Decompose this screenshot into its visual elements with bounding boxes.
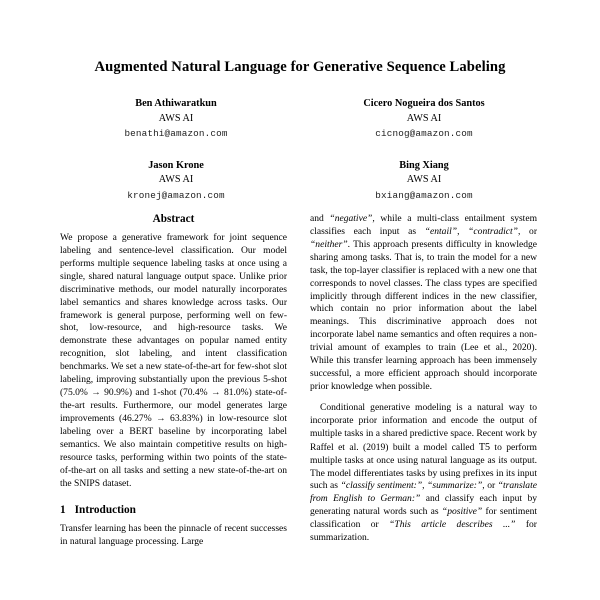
author-block	[300, 159, 548, 202]
right-column-paragraph-1	[310, 213, 537, 394]
introduction-paragraph: Transfer learning has been the pinnacle of recent successes in natural language processing. Large	[60, 523, 287, 548]
text-run: and	[310, 213, 330, 224]
section-heading-introduction	[60, 504, 287, 516]
author-row	[52, 159, 548, 202]
author-affiliation: AWS AI	[158, 174, 194, 186]
section-title: Introduction	[74, 504, 136, 517]
author-list	[0, 97, 600, 202]
author-block	[52, 159, 300, 202]
author-email[interactable]: benathi@amazon.com	[124, 128, 228, 140]
author-block	[52, 97, 300, 140]
quoted-term: “negative”	[329, 213, 373, 224]
author-email[interactable]: bxiang@amazon.com	[375, 189, 473, 201]
quoted-term: “classify sentiment:”	[340, 480, 423, 492]
abstract-heading: Abstract	[152, 213, 195, 225]
author-name: Ben Athiwaratkun	[135, 98, 217, 110]
text-run: and classify each input by generating natural words such as	[310, 493, 537, 518]
page-title: Augmented Natural Language for Generative Sequence Labeling	[94, 59, 506, 75]
right-column	[310, 213, 537, 549]
text-run: Conditional generative modeling is a natural way to incorporate prior information and encode the output of multiple tasks in a shared predictive space. Recent work by Raffel et al. (2019) built a model called	[310, 401, 537, 453]
text-run: for summarization.	[310, 519, 537, 544]
text-run: , or	[482, 480, 498, 492]
text-run: , while a multi-class entailment system classifies each input as	[310, 213, 537, 237]
author-email[interactable]: kronej@amazon.com	[127, 189, 225, 201]
section-number: 1	[60, 504, 66, 517]
text-run: , or	[518, 225, 537, 237]
text-run: ,	[422, 480, 428, 492]
abstract-text: We propose a generative framework for joint sequence labeling and sentence-level classification. Our model performs multiple sequence labeling tasks at once using a single, shared natural language output space. Unlike prior discriminative methods, our model naturally incorporates label semantics and shares knowledge across tasks. Our framework is general purpose, performing well on few-shot, low-resource, and high-resource tasks. We demonstrate these advantages on popular named entity recognition, slot labeling, and intent classification benchmarks. We set a new state-of-the-art for few-shot slot labeling, improving substantially upon the previous 5-shot (75.0% → 90.9%) and 1-shot (70.4% → 81.0%) state-of-the-art results. Furthermore, our model generates large improvements (46.27% → 63.83%) in low-resource slot labeling over a BERT baseline by incorporating label semantics. We also maintain competitive results on high-resource tasks, performing within two points of the state-of-the-art on all tasks and setting a new state-of-the-art on the SNIPS dataset.	[60, 232, 287, 489]
right-column-paragraph-2	[310, 402, 537, 545]
quoted-term: “contradict”	[468, 225, 518, 237]
quoted-term: “This article describes ...”	[389, 519, 516, 531]
quoted-term: “summarize:”	[427, 480, 483, 492]
model-name: T5	[478, 441, 491, 453]
quoted-term: “positive”	[441, 506, 483, 518]
quoted-term: “entail”	[424, 225, 458, 237]
author-name: Cicero Nogueira dos Santos	[363, 98, 485, 110]
quoted-term: “neither”	[310, 238, 348, 250]
author-affiliation: AWS AI	[158, 112, 194, 124]
author-name: Bing Xiang	[399, 159, 449, 171]
author-affiliation: AWS AI	[406, 112, 442, 124]
author-row	[52, 97, 548, 140]
author-block	[300, 97, 548, 140]
author-affiliation: AWS AI	[406, 174, 442, 186]
left-column	[60, 213, 287, 549]
two-column-body	[0, 213, 600, 549]
text-run: for sentiment classification or	[310, 506, 537, 531]
quoted-term: “translate from English to German:”	[310, 480, 537, 505]
author-email[interactable]: cicnog@amazon.com	[375, 128, 473, 140]
text-run: ,	[457, 225, 469, 237]
text-run: . This approach presents difficulty in knowledge sharing among tasks. That is, to train the model for a new task, the top-layer classifier is replaced with a new one that corresponds to novel classes. The class types are specified implicitly through different indices in the new classifier, which contain no prior information about the label meanings. This discriminative approach does not incorporate label name semantics and often requires a non-trivial amount of examples to train (Lee et al., 2020). While this transfer learning approach has been immensely successful, a more efficient approach should incorporate prior knowledge when possible.	[310, 238, 537, 392]
text-run: to perform multiple tasks at once using natural language as its output. The model differentiates tasks by using prefixes in its input such as	[310, 441, 537, 492]
author-name: Jason Krone	[148, 159, 204, 171]
